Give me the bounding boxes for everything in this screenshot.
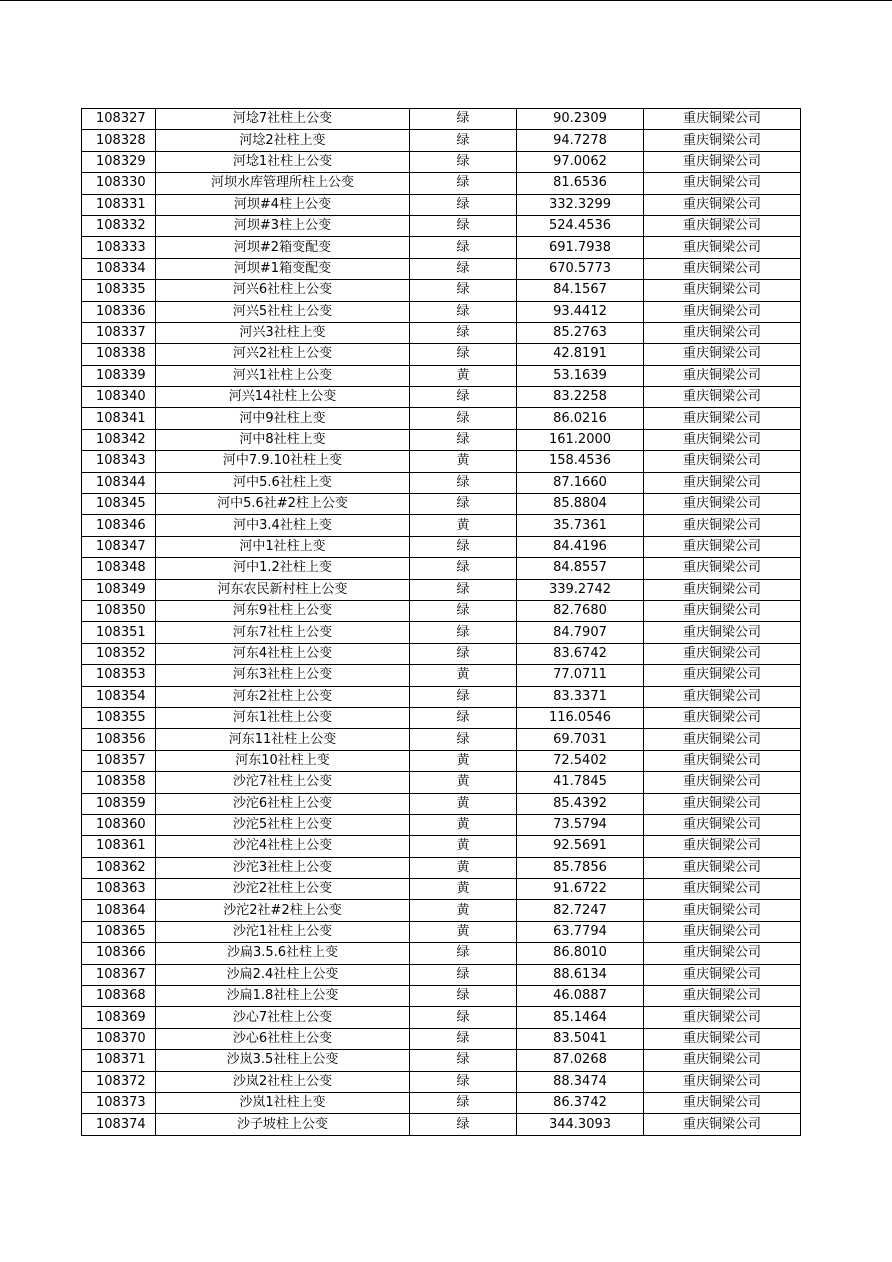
cell-color-level: 黄 (410, 857, 517, 878)
cell-name: 沙扁1.8社柱上公变 (156, 986, 410, 1007)
table-row (82, 750, 801, 771)
table-row (82, 879, 801, 900)
cell-company: 重庆铜梁公司 (644, 237, 801, 258)
cell-company: 重庆铜梁公司 (644, 451, 801, 472)
cell-id: 108348 (82, 558, 156, 579)
cell-value: 82.7680 (517, 600, 644, 621)
cell-name: 沙扁2.4社柱上公变 (156, 964, 410, 985)
cell-company: 重庆铜梁公司 (644, 665, 801, 686)
cell-name: 河坝#4柱上公变 (156, 194, 410, 215)
table-row (82, 515, 801, 536)
cell-name: 河中7.9.10社柱上变 (156, 451, 410, 472)
cell-value: 86.0216 (517, 408, 644, 429)
table-row (82, 1092, 801, 1113)
cell-id: 108344 (82, 472, 156, 493)
cell-color-level: 绿 (410, 387, 517, 408)
cell-name: 河坝#2箱变配变 (156, 237, 410, 258)
cell-name: 河东农民新村柱上公变 (156, 579, 410, 600)
cell-color-level: 绿 (410, 151, 517, 172)
cell-company: 重庆铜梁公司 (644, 1114, 801, 1135)
cell-name: 河埝2社柱上变 (156, 130, 410, 151)
cell-company: 重庆铜梁公司 (644, 750, 801, 771)
cell-id: 108357 (82, 750, 156, 771)
cell-id: 108330 (82, 173, 156, 194)
cell-color-level: 绿 (410, 579, 517, 600)
cell-name: 河埝7社柱上公变 (156, 109, 410, 130)
cell-color-level: 绿 (410, 1071, 517, 1092)
cell-value: 91.6722 (517, 879, 644, 900)
cell-value: 84.1567 (517, 280, 644, 301)
cell-value: 84.4196 (517, 536, 644, 557)
cell-color-level: 黄 (410, 793, 517, 814)
cell-color-level: 绿 (410, 1028, 517, 1049)
cell-value: 93.4412 (517, 301, 644, 322)
cell-name: 河东2社柱上公变 (156, 686, 410, 707)
cell-name: 河中5.6社#2柱上公变 (156, 494, 410, 515)
cell-value: 82.7247 (517, 900, 644, 921)
cell-color-level: 绿 (410, 429, 517, 450)
table-row (82, 729, 801, 750)
cell-company: 重庆铜梁公司 (644, 900, 801, 921)
cell-color-level: 绿 (410, 130, 517, 151)
cell-company: 重庆铜梁公司 (644, 515, 801, 536)
cell-color-level: 绿 (410, 1007, 517, 1028)
cell-color-level: 绿 (410, 643, 517, 664)
cell-name: 沙岚3.5社柱上公变 (156, 1050, 410, 1071)
table-row (82, 151, 801, 172)
cell-name: 沙心6社柱上公变 (156, 1028, 410, 1049)
cell-id: 108329 (82, 151, 156, 172)
cell-company: 重庆铜梁公司 (644, 344, 801, 365)
table-row (82, 964, 801, 985)
table-row (82, 600, 801, 621)
cell-company: 重庆铜梁公司 (644, 921, 801, 942)
cell-color-level: 绿 (410, 472, 517, 493)
cell-value: 90.2309 (517, 109, 644, 130)
cell-color-level: 绿 (410, 494, 517, 515)
cell-company: 重庆铜梁公司 (644, 1028, 801, 1049)
table-row (82, 1007, 801, 1028)
cell-value: 88.3474 (517, 1071, 644, 1092)
cell-company: 重庆铜梁公司 (644, 643, 801, 664)
cell-value: 85.2763 (517, 322, 644, 343)
cell-color-level: 绿 (410, 280, 517, 301)
cell-company: 重庆铜梁公司 (644, 151, 801, 172)
cell-value: 83.5041 (517, 1028, 644, 1049)
cell-company: 重庆铜梁公司 (644, 686, 801, 707)
cell-color-level: 绿 (410, 258, 517, 279)
cell-id: 108365 (82, 921, 156, 942)
table-row (82, 793, 801, 814)
cell-name: 河中9社柱上变 (156, 408, 410, 429)
cell-value: 691.7938 (517, 237, 644, 258)
cell-company: 重庆铜梁公司 (644, 729, 801, 750)
cell-id: 108328 (82, 130, 156, 151)
cell-company: 重庆铜梁公司 (644, 429, 801, 450)
cell-value: 35.7361 (517, 515, 644, 536)
table-row (82, 472, 801, 493)
cell-color-level: 黄 (410, 515, 517, 536)
cell-color-level: 黄 (410, 772, 517, 793)
cell-value: 69.7031 (517, 729, 644, 750)
table-row (82, 494, 801, 515)
cell-id: 108331 (82, 194, 156, 215)
cell-id: 108370 (82, 1028, 156, 1049)
cell-id: 108371 (82, 1050, 156, 1071)
table-row (82, 408, 801, 429)
cell-value: 524.4536 (517, 215, 644, 236)
cell-name: 沙岚1社柱上变 (156, 1092, 410, 1113)
cell-value: 97.0062 (517, 151, 644, 172)
cell-value: 94.7278 (517, 130, 644, 151)
cell-company: 重庆铜梁公司 (644, 1092, 801, 1113)
cell-value: 339.2742 (517, 579, 644, 600)
table-row (82, 1071, 801, 1092)
cell-value: 53.1639 (517, 365, 644, 386)
cell-name: 河坝#3柱上公变 (156, 215, 410, 236)
cell-company: 重庆铜梁公司 (644, 579, 801, 600)
cell-name: 河东11社柱上公变 (156, 729, 410, 750)
page-top-rule (0, 0, 892, 1)
cell-value: 158.4536 (517, 451, 644, 472)
cell-color-level: 绿 (410, 194, 517, 215)
cell-value: 87.0268 (517, 1050, 644, 1071)
cell-value: 83.3371 (517, 686, 644, 707)
cell-name: 沙沱2社#2柱上公变 (156, 900, 410, 921)
table-row (82, 686, 801, 707)
cell-color-level: 绿 (410, 237, 517, 258)
cell-company: 重庆铜梁公司 (644, 1071, 801, 1092)
cell-id: 108366 (82, 943, 156, 964)
cell-name: 河坝#1箱变配变 (156, 258, 410, 279)
cell-name: 沙沱1社柱上公变 (156, 921, 410, 942)
cell-name: 沙子坡柱上公变 (156, 1114, 410, 1135)
table-row (82, 1114, 801, 1135)
cell-id: 108352 (82, 643, 156, 664)
cell-id: 108332 (82, 215, 156, 236)
cell-value: 92.5691 (517, 836, 644, 857)
table-row (82, 429, 801, 450)
cell-name: 河东3社柱上公变 (156, 665, 410, 686)
table-row (82, 900, 801, 921)
cell-company: 重庆铜梁公司 (644, 130, 801, 151)
cell-name: 河中3.4社柱上变 (156, 515, 410, 536)
cell-value: 84.7907 (517, 622, 644, 643)
cell-id: 108358 (82, 772, 156, 793)
cell-company: 重庆铜梁公司 (644, 1050, 801, 1071)
table-row (82, 579, 801, 600)
cell-color-level: 绿 (410, 1114, 517, 1135)
cell-company: 重庆铜梁公司 (644, 986, 801, 1007)
table-row (82, 857, 801, 878)
table-row (82, 280, 801, 301)
cell-id: 108360 (82, 814, 156, 835)
cell-company: 重庆铜梁公司 (644, 301, 801, 322)
cell-id: 108361 (82, 836, 156, 857)
cell-id: 108356 (82, 729, 156, 750)
cell-id: 108354 (82, 686, 156, 707)
cell-color-level: 绿 (410, 943, 517, 964)
cell-id: 108364 (82, 900, 156, 921)
cell-color-level: 黄 (410, 836, 517, 857)
table-row (82, 365, 801, 386)
cell-company: 重庆铜梁公司 (644, 836, 801, 857)
table-body (82, 109, 801, 1136)
table-row (82, 921, 801, 942)
cell-color-level: 黄 (410, 921, 517, 942)
cell-name: 河中5.6社柱上变 (156, 472, 410, 493)
cell-id: 108336 (82, 301, 156, 322)
cell-id: 108363 (82, 879, 156, 900)
table-row (82, 301, 801, 322)
cell-company: 重庆铜梁公司 (644, 964, 801, 985)
cell-name: 河东9社柱上公变 (156, 600, 410, 621)
cell-company: 重庆铜梁公司 (644, 387, 801, 408)
cell-company: 重庆铜梁公司 (644, 1007, 801, 1028)
cell-id: 108345 (82, 494, 156, 515)
cell-color-level: 黄 (410, 365, 517, 386)
cell-color-level: 绿 (410, 600, 517, 621)
cell-name: 河中8社柱上变 (156, 429, 410, 450)
cell-value: 77.0711 (517, 665, 644, 686)
cell-value: 86.8010 (517, 943, 644, 964)
cell-value: 116.0546 (517, 707, 644, 728)
cell-color-level: 黄 (410, 665, 517, 686)
cell-id: 108350 (82, 600, 156, 621)
cell-id: 108374 (82, 1114, 156, 1135)
cell-name: 沙沱6社柱上公变 (156, 793, 410, 814)
cell-company: 重庆铜梁公司 (644, 707, 801, 728)
cell-color-level: 绿 (410, 622, 517, 643)
cell-id: 108347 (82, 536, 156, 557)
cell-value: 85.4392 (517, 793, 644, 814)
cell-company: 重庆铜梁公司 (644, 600, 801, 621)
cell-company: 重庆铜梁公司 (644, 943, 801, 964)
cell-company: 重庆铜梁公司 (644, 408, 801, 429)
cell-name: 河东1社柱上公变 (156, 707, 410, 728)
cell-value: 85.7856 (517, 857, 644, 878)
cell-id: 108372 (82, 1071, 156, 1092)
table-row (82, 814, 801, 835)
table-row (82, 387, 801, 408)
cell-value: 81.6536 (517, 173, 644, 194)
table-row (82, 1028, 801, 1049)
cell-value: 344.3093 (517, 1114, 644, 1135)
cell-id: 108340 (82, 387, 156, 408)
cell-company: 重庆铜梁公司 (644, 322, 801, 343)
cell-value: 83.2258 (517, 387, 644, 408)
cell-id: 108341 (82, 408, 156, 429)
cell-color-level: 绿 (410, 1092, 517, 1113)
table-row (82, 536, 801, 557)
cell-name: 沙沱7社柱上公变 (156, 772, 410, 793)
cell-value: 63.7794 (517, 921, 644, 942)
cell-name: 沙扁3.5.6社柱上变 (156, 943, 410, 964)
cell-value: 41.7845 (517, 772, 644, 793)
table-row (82, 109, 801, 130)
cell-value: 42.8191 (517, 344, 644, 365)
cell-name: 河坝水库管理所柱上公变 (156, 173, 410, 194)
cell-color-level: 绿 (410, 109, 517, 130)
cell-name: 沙沱2社柱上公变 (156, 879, 410, 900)
cell-name: 沙心7社柱上公变 (156, 1007, 410, 1028)
cell-company: 重庆铜梁公司 (644, 772, 801, 793)
cell-id: 108355 (82, 707, 156, 728)
cell-color-level: 黄 (410, 451, 517, 472)
cell-value: 161.2000 (517, 429, 644, 450)
cell-value: 86.3742 (517, 1092, 644, 1113)
cell-company: 重庆铜梁公司 (644, 173, 801, 194)
cell-name: 河中1.2社柱上变 (156, 558, 410, 579)
cell-name: 沙沱4社柱上公变 (156, 836, 410, 857)
cell-company: 重庆铜梁公司 (644, 215, 801, 236)
table-row (82, 173, 801, 194)
cell-color-level: 绿 (410, 1050, 517, 1071)
cell-id: 108327 (82, 109, 156, 130)
table-row (82, 194, 801, 215)
cell-id: 108337 (82, 322, 156, 343)
cell-name: 河东7社柱上公变 (156, 622, 410, 643)
cell-id: 108334 (82, 258, 156, 279)
cell-name: 河兴2社柱上公变 (156, 344, 410, 365)
cell-company: 重庆铜梁公司 (644, 814, 801, 835)
cell-color-level: 绿 (410, 986, 517, 1007)
cell-value: 85.1464 (517, 1007, 644, 1028)
cell-id: 108359 (82, 793, 156, 814)
cell-company: 重庆铜梁公司 (644, 109, 801, 130)
cell-id: 108353 (82, 665, 156, 686)
cell-id: 108367 (82, 964, 156, 985)
cell-company: 重庆铜梁公司 (644, 857, 801, 878)
cell-color-level: 绿 (410, 964, 517, 985)
cell-company: 重庆铜梁公司 (644, 879, 801, 900)
cell-color-level: 绿 (410, 558, 517, 579)
table-row (82, 258, 801, 279)
cell-company: 重庆铜梁公司 (644, 365, 801, 386)
cell-name: 河东4社柱上公变 (156, 643, 410, 664)
cell-value: 87.1660 (517, 472, 644, 493)
cell-name: 河兴1社柱上公变 (156, 365, 410, 386)
cell-id: 108339 (82, 365, 156, 386)
cell-id: 108333 (82, 237, 156, 258)
table-row (82, 1050, 801, 1071)
cell-name: 沙沱3社柱上公变 (156, 857, 410, 878)
cell-name: 河埝1社柱上公变 (156, 151, 410, 172)
cell-color-level: 黄 (410, 900, 517, 921)
cell-color-level: 黄 (410, 814, 517, 835)
table-row (82, 215, 801, 236)
cell-company: 重庆铜梁公司 (644, 472, 801, 493)
cell-color-level: 黄 (410, 879, 517, 900)
cell-id: 108335 (82, 280, 156, 301)
cell-value: 85.8804 (517, 494, 644, 515)
cell-value: 72.5402 (517, 750, 644, 771)
cell-value: 670.5773 (517, 258, 644, 279)
table-row (82, 237, 801, 258)
cell-company: 重庆铜梁公司 (644, 793, 801, 814)
cell-color-level: 绿 (410, 173, 517, 194)
cell-color-level: 绿 (410, 301, 517, 322)
table-row (82, 558, 801, 579)
cell-color-level: 绿 (410, 215, 517, 236)
cell-id: 108342 (82, 429, 156, 450)
cell-value: 332.3299 (517, 194, 644, 215)
cell-name: 河兴3社柱上变 (156, 322, 410, 343)
cell-color-level: 绿 (410, 686, 517, 707)
cell-value: 84.8557 (517, 558, 644, 579)
table-row (82, 943, 801, 964)
cell-id: 108373 (82, 1092, 156, 1113)
cell-company: 重庆铜梁公司 (644, 494, 801, 515)
table-row (82, 836, 801, 857)
table-row (82, 772, 801, 793)
table-row (82, 451, 801, 472)
cell-id: 108362 (82, 857, 156, 878)
cell-name: 河中1社柱上变 (156, 536, 410, 557)
cell-color-level: 绿 (410, 322, 517, 343)
cell-value: 73.5794 (517, 814, 644, 835)
table-row (82, 130, 801, 151)
cell-company: 重庆铜梁公司 (644, 194, 801, 215)
cell-id: 108349 (82, 579, 156, 600)
table-row (82, 986, 801, 1007)
table-row (82, 322, 801, 343)
cell-id: 108346 (82, 515, 156, 536)
data-table (81, 108, 801, 1136)
cell-color-level: 绿 (410, 344, 517, 365)
cell-name: 沙岚2社柱上公变 (156, 1071, 410, 1092)
cell-id: 108368 (82, 986, 156, 1007)
cell-id: 108351 (82, 622, 156, 643)
cell-id: 108343 (82, 451, 156, 472)
table-row (82, 622, 801, 643)
cell-value: 46.0887 (517, 986, 644, 1007)
cell-value: 88.6134 (517, 964, 644, 985)
cell-company: 重庆铜梁公司 (644, 536, 801, 557)
table-row (82, 665, 801, 686)
cell-name: 河兴14社柱上公变 (156, 387, 410, 408)
cell-value: 83.6742 (517, 643, 644, 664)
cell-color-level: 绿 (410, 408, 517, 429)
table-row (82, 344, 801, 365)
cell-color-level: 绿 (410, 729, 517, 750)
cell-company: 重庆铜梁公司 (644, 622, 801, 643)
cell-company: 重庆铜梁公司 (644, 280, 801, 301)
cell-color-level: 绿 (410, 536, 517, 557)
table-row (82, 643, 801, 664)
cell-id: 108338 (82, 344, 156, 365)
cell-company: 重庆铜梁公司 (644, 258, 801, 279)
cell-name: 河兴5社柱上公变 (156, 301, 410, 322)
cell-company: 重庆铜梁公司 (644, 558, 801, 579)
cell-color-level: 绿 (410, 707, 517, 728)
cell-name: 沙沱5社柱上公变 (156, 814, 410, 835)
cell-name: 河东10社柱上变 (156, 750, 410, 771)
cell-id: 108369 (82, 1007, 156, 1028)
cell-color-level: 黄 (410, 750, 517, 771)
cell-name: 河兴6社柱上公变 (156, 280, 410, 301)
table-row (82, 707, 801, 728)
